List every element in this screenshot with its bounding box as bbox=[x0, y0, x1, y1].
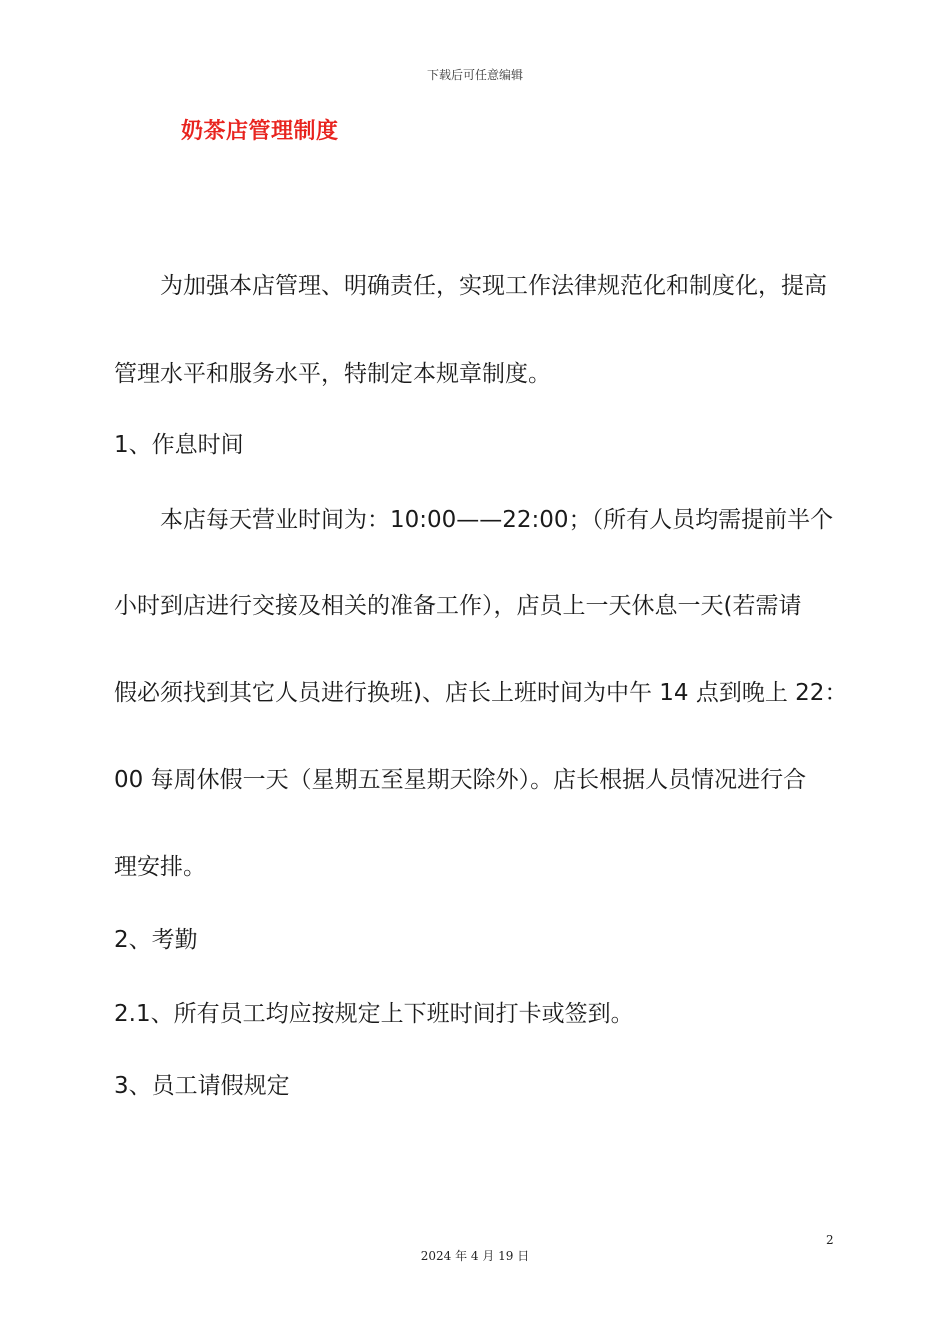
page-number: 2 bbox=[826, 1233, 834, 1247]
schedule-paragraph-line-4: 00 每周休假一天（星期五至星期天除外）。店长根据人员情况进行合 bbox=[114, 767, 807, 793]
intro-paragraph-line-2: 管理水平和服务水平，特制定本规章制度。 bbox=[114, 361, 551, 387]
schedule-paragraph-line-1: 本店每天营业时间为：10:00——22:00；（所有人员均需提前半个 bbox=[160, 507, 834, 533]
document-title: 奶茶店管理制度 bbox=[181, 119, 339, 144]
schedule-paragraph-line-2: 小时到店进行交接及相关的准备工作），店员上一天休息一天(若需请 bbox=[114, 593, 802, 619]
section-heading-schedule: 1、作息时间 bbox=[114, 432, 244, 458]
intro-paragraph-line-1: 为加强本店管理、明确责任，实现工作法律规范化和制度化，提高 bbox=[160, 273, 827, 299]
section-heading-attendance: 2、考勤 bbox=[114, 927, 198, 953]
schedule-paragraph-line-3: 假必须找到其它人员进行换班)、店长上班时间为中午 14 点到晚上 22： bbox=[114, 680, 848, 706]
section-heading-leave: 3、员工请假规定 bbox=[114, 1073, 290, 1099]
footer-date: 2024 年 4 月 19 日 bbox=[420, 1249, 530, 1263]
attendance-rule-2-1: 2.1、所有员工均应按规定上下班时间打卡或签到。 bbox=[114, 1001, 634, 1027]
header-note: 下载后可任意编辑 bbox=[426, 68, 523, 82]
schedule-paragraph-line-5: 理安排。 bbox=[114, 854, 206, 880]
